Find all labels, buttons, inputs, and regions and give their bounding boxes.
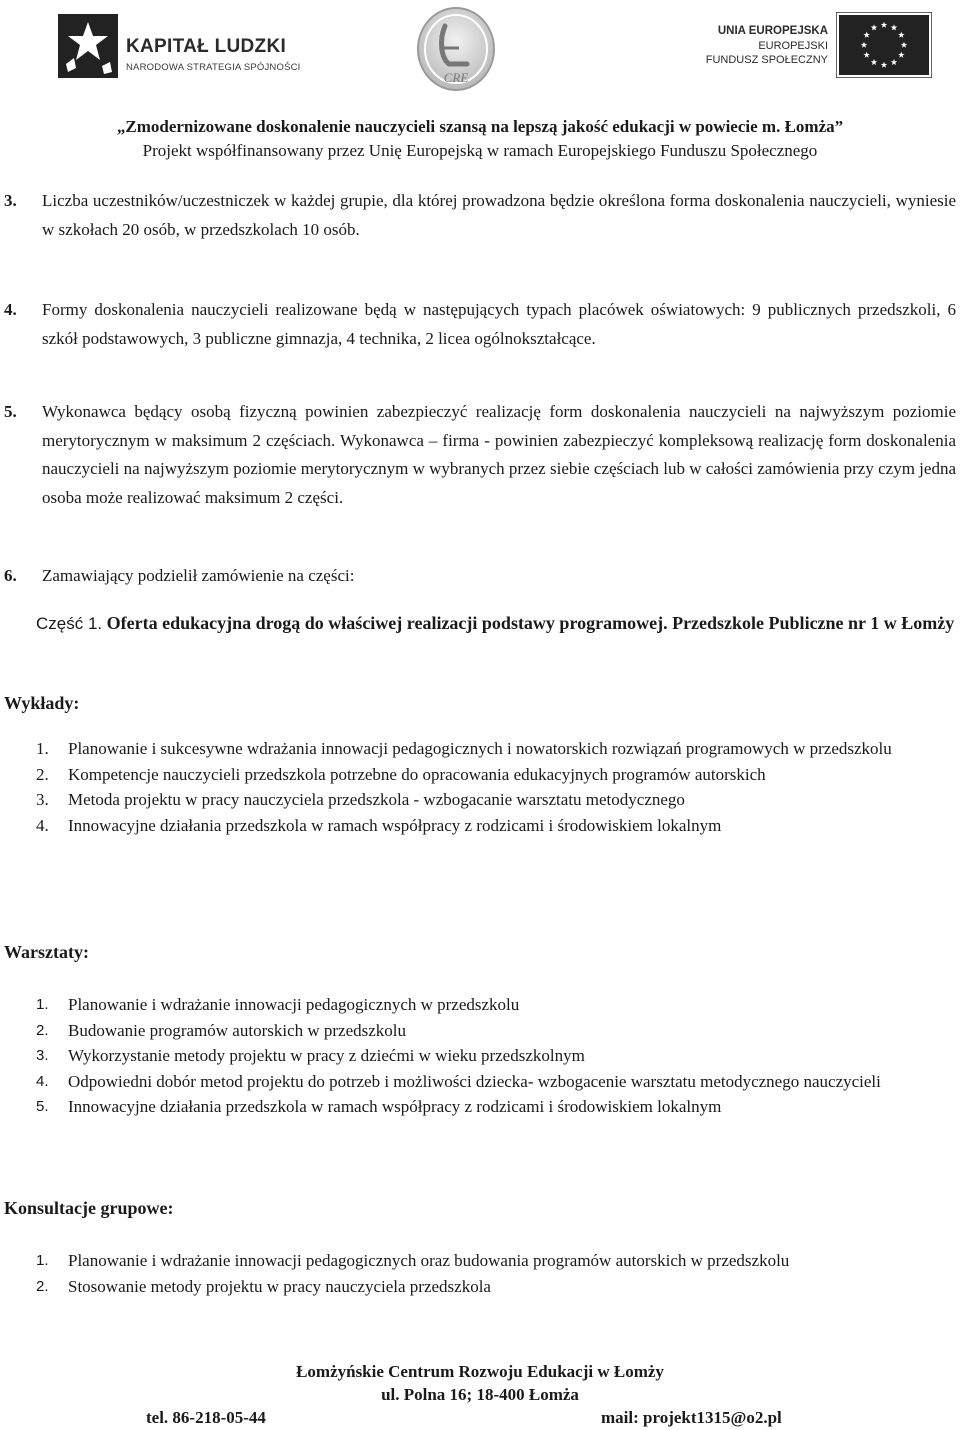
list-item-number: 5. — [36, 1098, 49, 1115]
list-item-number: 3. — [36, 1047, 49, 1064]
item-text: Wykonawca będący osobą fizyczną powinien zabezpieczyć realizację form doskonalenia nauczycieli na najwyższym poziomie merytorycznym w maksimum 2 częściach. Wykonawca – firma - powinien zabezpieczyć kompleksową realizację form doskonalenia nauczycieli na najwyższym poziomie merytorycznym w wybranych przez siebie częściach lub w całości zamówienia przy czym jedna osoba może realizować maksimum 2 części. — [42, 402, 956, 507]
list-item — [36, 762, 956, 788]
kapital-ludzki-emblem-icon — [58, 14, 118, 78]
kapital-ludzki-title: KAPITAŁ LUDZKI — [126, 36, 287, 57]
item-4 — [4, 296, 956, 353]
list-item-number: 2. — [36, 1021, 49, 1039]
part-title-text: Oferta edukacyjna drogą do właściwej realizacji podstawy programowej. Przedszkole Publiczne nr 1 w Łomży — [106, 613, 955, 633]
list-item-number: 2. — [36, 764, 49, 784]
list-item-text: Planowanie i wdrażanie innowacji pedagogicznych w przedszkolu — [68, 995, 520, 1014]
list-item-number: 1. — [36, 996, 49, 1013]
list-item-number: 1. — [36, 739, 49, 758]
item-text: Liczba uczestników/uczestniczek w każdej grupie, dla której prowadzona będzie określona forma doskonalenia nauczycieli, wyniesie w szkołach 20 osób, w przedszkolach 10 osób. — [42, 191, 956, 239]
item-3 — [4, 187, 956, 244]
list-item-text: Metoda projektu w pracy nauczyciela przedszkola - wzbogacanie warsztatu metodycznego — [68, 790, 685, 809]
cre-logo — [415, 6, 497, 92]
lectures-heading: Wykłady: — [4, 693, 80, 713]
item-6 — [4, 562, 956, 591]
list-item-text: Kompetencje nauczycieli przedszkola potrzebne do opracowania edukacyjnych programów autorskich — [68, 764, 766, 784]
list-item-number: 2. — [36, 1277, 49, 1295]
consultations-heading: Konsultacje grupowe: — [4, 1198, 174, 1218]
item-text: Formy doskonalenia nauczycieli realizowane będą w następujących typach placówek oświatowych: 9 publicznych przedszkoli, 6 szkół podstawowych, 3 publiczne gimnazja, 4 technika, 2 licea ogólnokształcące. — [42, 300, 956, 348]
workshops-list — [36, 992, 956, 1120]
eu-label — [700, 24, 828, 67]
item-text: Zamawiający podzielił zamówienie na części: — [42, 566, 355, 585]
list-item — [36, 787, 956, 813]
list-item-text: Budowanie programów autorskich w przedszkolu — [68, 1020, 407, 1040]
list-item-text: Odpowiedni dobór metod projektu do potrzeb i możliwości dziecka- wzbogacenie warsztatu metodycznego nauczycieli — [68, 1071, 881, 1091]
list-item — [36, 1248, 956, 1274]
footer-address: ul. Polna 16; 18-400 Łomża — [381, 1385, 579, 1404]
cre-seal-icon — [415, 6, 497, 92]
kapital-ludzki-logo — [58, 14, 301, 84]
cofinance-note: Projekt współfinansowany przez Unię Europejską w ramach Europejskiego Funduszu Społecznego — [142, 141, 818, 160]
list-item — [36, 813, 956, 839]
part-title — [36, 610, 956, 637]
list-item — [36, 992, 956, 1018]
consultations-list — [36, 1248, 956, 1299]
list-item-text: Stosowanie metody projektu w pracy nauczyciela przedszkola — [68, 1276, 491, 1296]
item-5 — [4, 398, 956, 512]
list-item — [36, 1274, 956, 1300]
list-item — [36, 1043, 956, 1069]
footer-email: mail: projekt1315@o2.pl — [601, 1408, 782, 1427]
project-title: „Zmodernizowane doskonalenie nauczycieli szansą na lepszą jakość edukacji w powiecie m. Łomża” — [116, 117, 844, 136]
item-number: 3. — [4, 191, 17, 210]
eu-line-2: EUROPEJSKI — [758, 40, 828, 52]
list-item-text: Wykorzystanie metody projektu w pracy z dziećmi w wieku przedszkolnym — [68, 1046, 585, 1065]
part-label: Część 1. — [36, 614, 103, 633]
eu-line-1: UNIA EUROPEJSKA — [717, 25, 828, 37]
list-item — [36, 1094, 956, 1120]
eu-flag-icon — [836, 12, 932, 78]
svg-text:CRE: CRE — [443, 70, 469, 85]
lectures-list — [36, 736, 956, 838]
kapital-ludzki-subtitle: NARODOWA STRATEGIA SPÓJNOŚCI — [126, 62, 301, 73]
list-item-number: 3. — [36, 790, 49, 809]
list-item — [36, 1069, 956, 1095]
workshops-heading: Warsztaty: — [4, 942, 89, 962]
eu-flag — [836, 12, 932, 78]
eu-line-3: FUNDUSZ SPOŁECZNY — [705, 54, 828, 66]
list-item-number: 4. — [36, 1072, 49, 1090]
list-item — [36, 736, 956, 762]
item-number: 6. — [4, 566, 17, 585]
list-item-text: Innowacyjne działania przedszkola w ramach współpracy z rodzicami i środowiskiem lokalnym — [68, 1097, 722, 1116]
list-item-text: Planowanie i wdrażanie innowacji pedagogicznych oraz budowania programów autorskich w przedszkolu — [68, 1251, 790, 1270]
footer-phone: tel. 86-218-05-44 — [146, 1408, 266, 1427]
item-number: 4. — [4, 300, 17, 319]
footer-organization: Łomżyńskie Centrum Rozwoju Edukacji w Łomży — [296, 1362, 664, 1381]
list-item-number: 4. — [36, 815, 49, 835]
list-item-text: Innowacyjne działania przedszkola w ramach współpracy z rodzicami i środowiskiem lokalnym — [68, 815, 722, 835]
list-item — [36, 1018, 956, 1044]
item-number: 5. — [4, 402, 17, 421]
list-item-text: Planowanie i sukcesywne wdrażania innowacji pedagogicznych i nowatorskich rozwiązań programowych w przedszkolu — [68, 739, 892, 758]
list-item-number: 1. — [36, 1252, 49, 1269]
